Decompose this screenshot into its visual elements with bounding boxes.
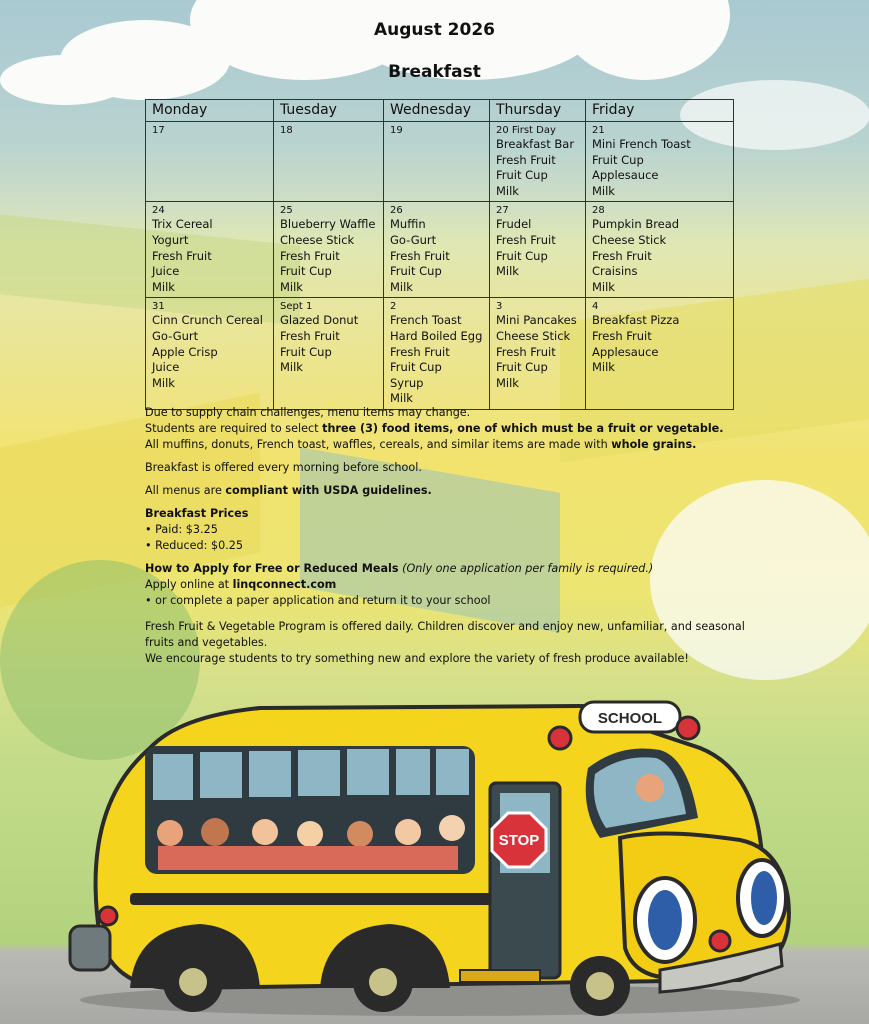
table-row [146, 202, 734, 298]
breakfast-menu-table [145, 99, 734, 410]
spacer [145, 554, 765, 561]
table-row [146, 122, 734, 202]
menu-item: Milk [592, 279, 615, 294]
day-cell [274, 202, 384, 298]
menu-item: Fruit Cup [496, 248, 548, 263]
menu-item: Applesauce [592, 168, 659, 183]
menu-item: Cheese Stick [280, 232, 355, 247]
menu-item: Fresh Fruit [496, 152, 556, 167]
driver [636, 774, 664, 802]
day-date: 21 [592, 125, 605, 136]
menu-notes [145, 405, 765, 667]
menu-item: Fruit Cup [280, 344, 332, 359]
menu-item: Fruit Cup [390, 264, 442, 279]
day-date: 3 [496, 301, 503, 313]
apply-online-link[interactable]: linqconnect.com [232, 578, 337, 591]
menu-item: Fresh Fruit [496, 232, 556, 247]
table-row [146, 298, 734, 410]
whole-grains-emphasis: whole grains. [611, 438, 697, 451]
day-date: 31 [152, 301, 165, 313]
day-cell [490, 202, 586, 298]
menu-item: Milk [592, 360, 615, 375]
menu-item: Trix Cereal [152, 217, 213, 232]
usda-emphasis: compliant with USDA guidelines. [225, 484, 432, 497]
price-paid: • Paid: $3.25 [145, 523, 218, 536]
menu-item: Milk [280, 360, 303, 375]
menu-item: Milk [152, 279, 175, 294]
apply-online-line [145, 577, 765, 593]
menu-item: Cheese Stick [496, 328, 571, 343]
menu-item: Go-Gurt [152, 328, 199, 343]
day-date: 24 [152, 205, 165, 217]
usda-compliance-note [145, 483, 765, 499]
menu-item: Fresh Fruit [280, 248, 340, 263]
spacer [145, 609, 765, 619]
apply-heading-line [145, 561, 765, 577]
selection-emphasis: three (3) food items, one of which must be a fruit or vegetable. [322, 422, 724, 435]
menu-item: Milk [496, 183, 519, 198]
menu-item: Fresh Fruit [390, 248, 450, 263]
day-date: 17 [152, 125, 165, 136]
day-cell [146, 122, 274, 202]
menu-item: Fresh Fruit [592, 328, 652, 343]
apply-heading: How to Apply for Free or Reduced Meals [145, 562, 399, 575]
day-cell [586, 122, 734, 202]
menu-item: Mini French Toast [592, 137, 691, 151]
menu-item: Glazed Donut [280, 313, 359, 328]
menu-item: Muffin [390, 217, 426, 232]
warning-light-icon [677, 717, 699, 739]
menu-item: Juice [152, 360, 180, 375]
month-title: August 2026 [373, 20, 495, 40]
menu-item: Juice [152, 264, 180, 279]
menu-item: Breakfast Pizza [592, 313, 680, 328]
selection-text: Students are required to select [145, 422, 323, 435]
column-header-monday: Monday [146, 100, 274, 122]
menu-item: Milk [496, 375, 519, 390]
school-sign-text: SCHOOL [597, 710, 663, 727]
menu-item: Fresh Fruit [152, 248, 212, 263]
menu-item: Go-Gurt [390, 232, 437, 247]
menu-item: Milk [390, 279, 413, 294]
column-header-friday: Friday [586, 100, 734, 122]
day-date: Sept 1 [280, 301, 313, 313]
menu-item: Fresh Fruit [592, 248, 652, 263]
menu-item: Applesauce [592, 344, 659, 359]
table-header-row [146, 100, 734, 122]
menu-item: Fresh Fruit [280, 328, 340, 343]
menu-item: Fresh Fruit [390, 344, 450, 359]
ffvp-line-3: We encourage students to try something new and explore the variety of fresh produce available! [145, 652, 689, 665]
price-reduced: • Reduced: $0.25 [145, 539, 243, 552]
menu-item: Fruit Cup [592, 152, 644, 167]
day-cell [384, 122, 490, 202]
day-cell [586, 298, 734, 410]
day-date: 25 [280, 205, 293, 217]
apply-paper-line: • or complete a paper application and return it to your school [145, 594, 491, 607]
day-date: 20 First Day [496, 125, 556, 136]
day-date: 27 [496, 205, 509, 217]
day-date: 26 [390, 205, 403, 217]
menu-item: Fruit Cup [496, 360, 548, 375]
side-stripe [130, 893, 530, 905]
column-header-wednesday: Wednesday [384, 100, 490, 122]
menu-item: French Toast [390, 313, 462, 328]
spacer [145, 499, 765, 506]
headlight-pupil [648, 890, 682, 950]
whole-grains-note [145, 437, 765, 453]
prices-heading: Breakfast Prices [145, 507, 249, 520]
selection-requirement-note [145, 421, 765, 437]
breakfast-offered-note: Breakfast is offered every morning before school. [145, 461, 422, 474]
day-cell [384, 298, 490, 410]
menu-item: Yogurt [152, 232, 189, 247]
day-cell [146, 202, 274, 298]
menu-item: Mini Pancakes [496, 313, 577, 328]
day-cell [586, 202, 734, 298]
supply-chain-note: Due to supply chain challenges, menu items may change. [145, 406, 471, 419]
menu-item: Breakfast Bar [496, 137, 575, 151]
ffvp-line-1: Fresh Fruit & Vegetable Program is offered daily. Children discover and enjoy new, unfamiliar, and seasonal [145, 620, 745, 633]
day-cell [384, 202, 490, 298]
menu-item: Milk [496, 264, 519, 279]
meal-title: Breakfast [388, 62, 481, 82]
day-cell [146, 298, 274, 410]
menu-item: Craisins [592, 264, 638, 279]
warning-light-icon [549, 727, 571, 749]
menu-item: Cheese Stick [592, 232, 667, 247]
ffvp-line-2: fruits and vegetables. [145, 636, 268, 649]
menu-item: Cinn Crunch Cereal [152, 313, 263, 328]
menu-item: Hard Boiled Egg [390, 328, 483, 343]
menu-item: Milk [390, 391, 413, 406]
column-header-tuesday: Tuesday [274, 100, 384, 122]
day-date: 28 [592, 205, 605, 217]
apply-note: (Only one application per family is required.) [398, 562, 654, 575]
menu-item: Milk [152, 375, 175, 390]
spacer [145, 453, 765, 460]
menu-item: Blueberry Waffle [280, 217, 376, 232]
stop-sign-text: STOP [498, 832, 540, 849]
day-date: 2 [390, 301, 397, 313]
menu-item: Fresh Fruit [496, 344, 556, 359]
menu-item: Fruit Cup [390, 360, 442, 375]
apply-online-text: Apply online at [145, 578, 233, 591]
whole-grains-text: All muffins, donuts, French toast, waffles, cereals, and similar items are made with [145, 438, 612, 451]
day-date: 19 [390, 125, 403, 136]
rear-bumper [70, 926, 110, 970]
menu-item: Apple Crisp [152, 344, 218, 359]
day-date: 4 [592, 301, 599, 313]
column-header-thursday: Thursday [490, 100, 586, 122]
day-cell [490, 298, 586, 410]
day-cell [490, 122, 586, 202]
bus-step [460, 970, 540, 982]
spacer [145, 476, 765, 483]
day-cell [274, 122, 384, 202]
menu-item: Milk [592, 183, 615, 198]
menu-item: Syrup [390, 375, 424, 390]
windows [153, 749, 469, 800]
rear-light [99, 907, 117, 925]
front-light [710, 931, 730, 951]
day-date: 18 [280, 125, 293, 136]
menu-item: Milk [280, 279, 303, 294]
menu-item: Frudel [496, 217, 532, 232]
menu-item: Fruit Cup [280, 264, 332, 279]
school-bus-illustration [60, 688, 800, 1018]
headlight-pupil [751, 871, 777, 925]
menu-item: Pumpkin Bread [592, 217, 680, 232]
day-cell [274, 298, 384, 410]
menu-item: Fruit Cup [496, 168, 548, 183]
usda-text: All menus are [145, 484, 226, 497]
